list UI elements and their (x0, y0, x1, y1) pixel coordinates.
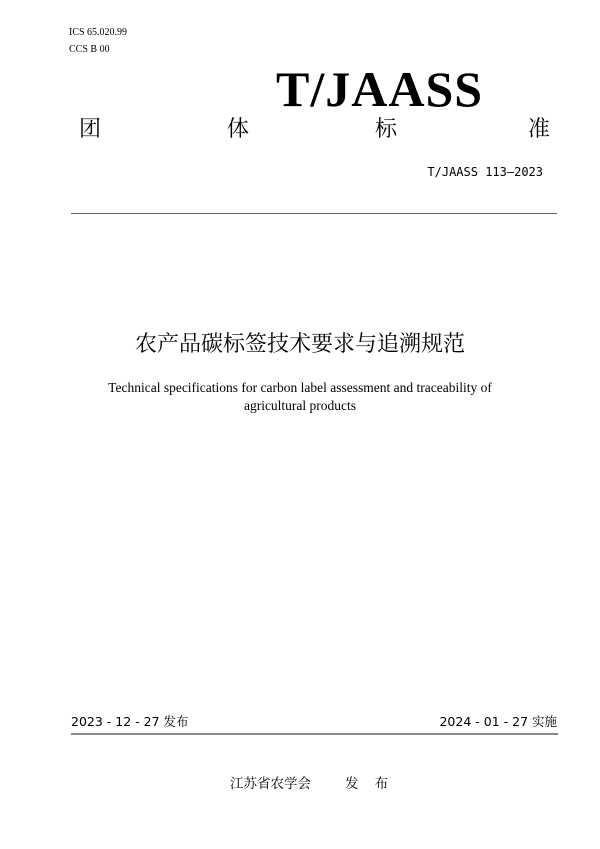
category-char-3: 标 (375, 117, 398, 142)
ics-code: ICS 65.020.99 (69, 27, 128, 38)
english-title-line-1: Technical specifications for carbon label assessment and traceability of (108, 380, 492, 395)
standard-number: T/JAASS 113—2023 (427, 165, 543, 179)
document-title-chinese: 农产品碳标签技术要求与追溯规范 (134, 332, 465, 357)
issue-date: 2023 - 12 - 27 发布 (71, 714, 189, 729)
category-char-4: 准 (528, 117, 551, 142)
category-char-1: 团 (79, 117, 102, 142)
publisher-name: 江苏省农学会 (230, 776, 311, 792)
standard-brand-logo: T/JAASS (276, 61, 484, 117)
bottom-divider (71, 733, 558, 735)
category-char-2: 体 (227, 117, 250, 142)
publish-label: 发 布 (345, 776, 395, 792)
document-title-english (0, 379, 600, 415)
english-title-line-2: agricultural products (243, 398, 357, 413)
top-divider (71, 213, 557, 214)
ccs-code: CCS B 00 (69, 44, 110, 55)
effective-date: 2024 - 01 - 27 实施 (439, 714, 557, 729)
